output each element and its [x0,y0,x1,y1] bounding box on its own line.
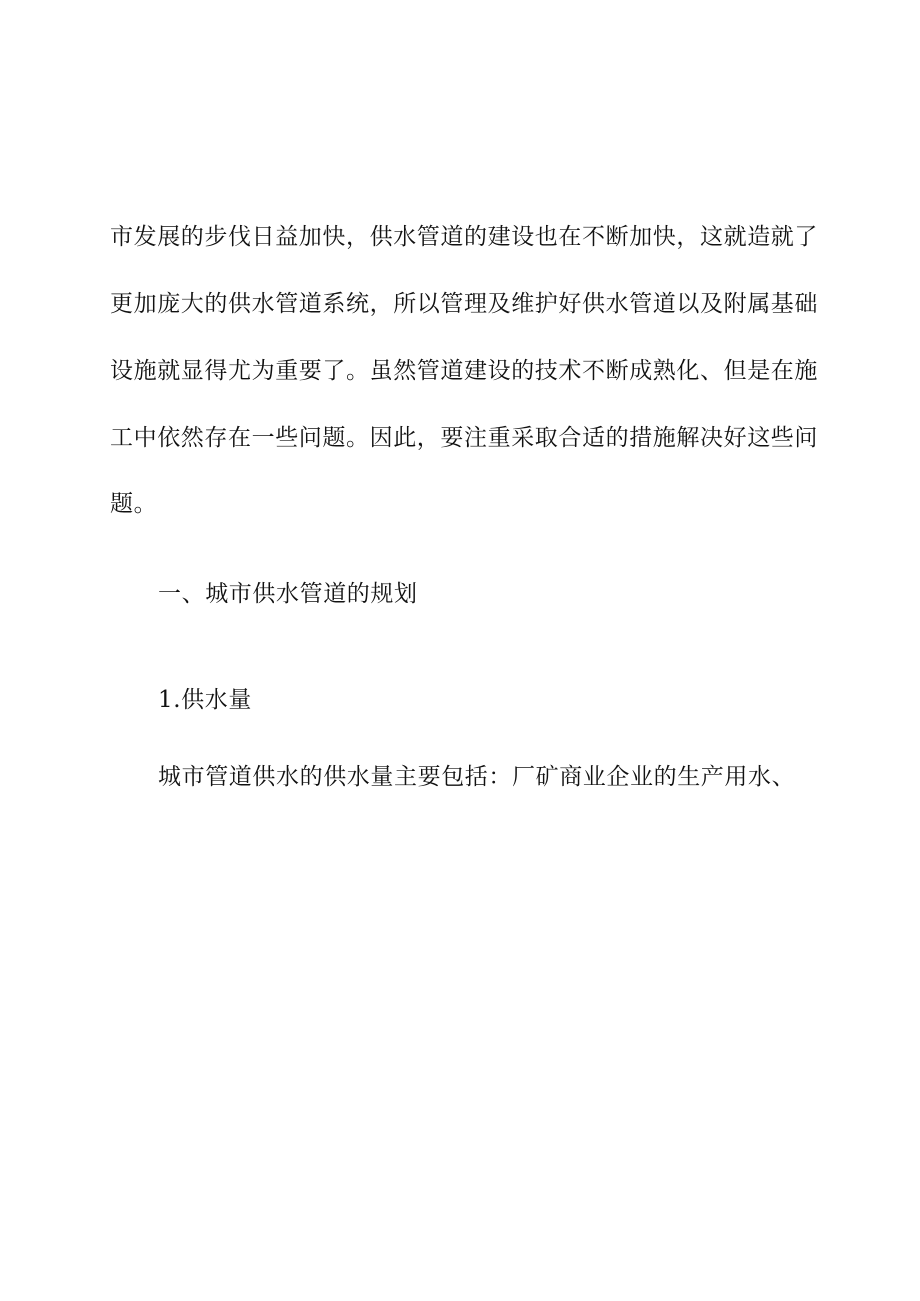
subsection-heading: 1.供水量 [158,687,252,713]
intro-line-5: 题。 [110,491,158,517]
intro-line-4: 工中依然存在一些问题。因此，要注重采取合适的措施解决好这些问 [110,425,818,451]
paragraph-start: 城市管道供水的供水量主要包括：厂矿商业企业的生产用水、 [158,764,796,790]
intro-line-3: 设施就显得尤为重要了。虽然管道建设的技术不断成熟化、但是在施 [110,358,818,384]
intro-line-2: 更加庞大的供水管道系统，所以管理及维护好供水管道以及附属基础 [110,291,818,317]
section-heading: 一、城市供水管道的规划 [158,581,418,607]
intro-line-1: 市发展的步伐日益加快，供水管道的建设也在不断加快，这就造就了 [110,224,818,250]
